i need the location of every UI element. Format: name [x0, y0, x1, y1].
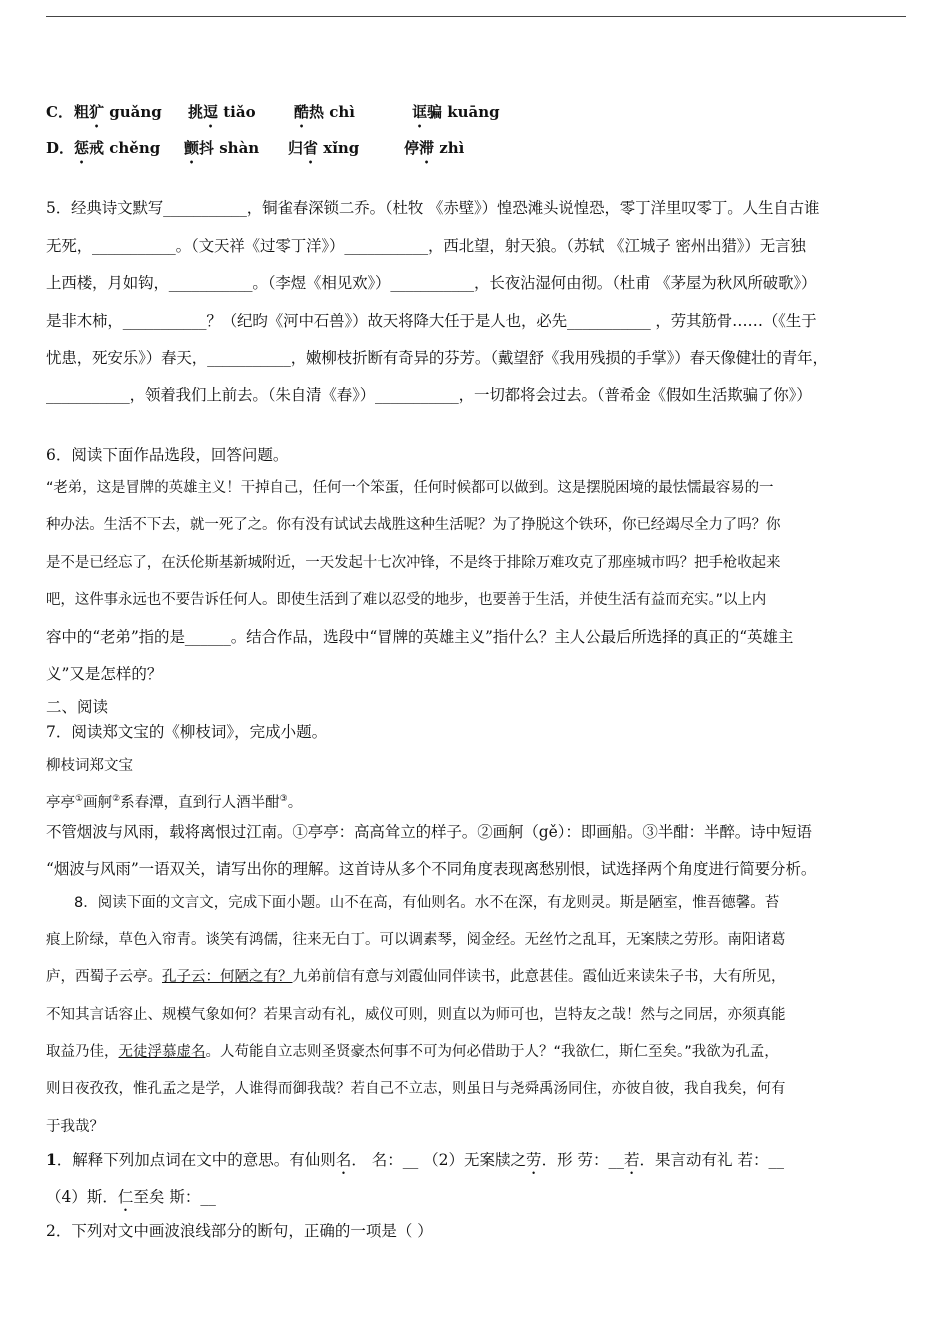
q8-underlined-phrase-1: 孔子云：何陋之有？ [162, 969, 293, 985]
q5-line-2: 无死，___________。（文天祥《过零丁洋》）___________，西北望，射天狼。（苏轼 《江城子 密州出猎》）无言独 [46, 237, 806, 255]
option-c-item-3: 酷热 chì [294, 103, 355, 121]
header-rule [46, 16, 906, 17]
q6-line-3: 是不是已经忘了，在沃伦斯基新城附近，一天发起十七次冲锋，不是终于排除万难攻克了那座城市吗？把手枪收起来 [46, 555, 781, 571]
option-c-item-2: 挑逗 tiǎo [188, 103, 256, 121]
option-d-label: D． [46, 139, 75, 157]
q7-poem-title: 柳枝词郑文宝 [46, 758, 133, 774]
sub-question-1-line-2: （4）斯．仁至矣 斯：__ [46, 1188, 216, 1206]
option-c-label: C． [46, 103, 73, 121]
option-c-item-1: 粗犷 guǎng [74, 103, 162, 121]
q8-line-1: 8．阅读下面的文言文，完成下面小题。山不在高，有仙则名。水不在深，有龙则灵。斯是陋室，惟吾德馨。苔 [74, 895, 780, 911]
option-d [46, 138, 906, 160]
q7-title: 7．阅读郑文宝的《柳枝词》，完成小题。 [46, 723, 328, 741]
q5-line-5: 忧患，死安乐》）春天，___________，嫩柳枝折断有奇异的芬芳。（戴望舒《我用残损的手掌》）春天像健壮的青年， [46, 349, 828, 367]
q6-line-1: “老弟，这是冒牌的英雄主义！干掉自己，任何一个笨蛋，任何时候都可以做到。这是摆脱困境的最怯懦最容易的一 [46, 480, 774, 496]
option-d-item-1: 惩戒 chěng [74, 139, 161, 157]
q7-poem-line-1: 亭亭①画舸②系春潭，直到行人酒半酣③。 [46, 794, 303, 811]
section-two-heading: 二、阅读 [46, 698, 109, 716]
q8-line-5: 取益乃佳，无徒浮慕虚名。人苟能自立志则圣贤豪杰何事不可为何必借助于人？“我欲仁，斯仁至矣。”我欲为孔孟， [46, 1044, 779, 1060]
option-c [46, 102, 906, 124]
q6-line-5: 容中的“老弟”指的是______。结合作品，选段中“冒牌的英雄主义”指什么？主人公最后所选择的真正的“英雄主 [46, 628, 794, 646]
q5-line-4: 是非木柿，___________？（纪昀《河中石兽》）故天将降大任于是人也，必先___________ ，劳其筋骨……（《生于 [46, 312, 817, 330]
q5-line-3: 上西楼，月如钩，___________。（李煜《相见欢》）___________，长夜沾湿何由彻。（杜甫 《茅屋为秋风所破歌》） [46, 274, 817, 292]
q6-title: 6．阅读下面作品选段，回答问题。 [46, 446, 289, 464]
q8-line-6: 则日夜孜孜，惟孔孟之是学，人谁得而御我哉？若自己不立志，则虽日与尧舜禹汤同住，亦彼自彼，我自我矣，何有 [46, 1081, 786, 1097]
q8-line-3: 庐，西蜀子云亭。孔子云：何陋之有？九弟前信有意与刘霞仙同伴读书，此意甚佳。霞仙近来读朱子书，大有所见， [46, 969, 786, 985]
option-d-item-2: 颤抖 shàn [184, 139, 260, 157]
option-d-item-4: 停滞 zhì [404, 139, 465, 157]
q8-underlined-phrase-2: 无徒浮慕虚名 [118, 1044, 206, 1060]
q6-line-2: 种办法。生活不下去，就一死了之。你有没有试试去战胜这种生活呢？为了挣脱这个铁环，你已经竭尽全力了吗？你 [46, 517, 781, 533]
option-d-item-3: 归省 xǐng [288, 139, 360, 157]
q7-line-4: “烟波与风雨”一语双关，请写出你的理解。这首诗从多个不同角度表现离愁别恨，试选择两个角度进行简要分析。 [46, 860, 817, 878]
option-c-item-4: 诓骗 kuāng [412, 103, 500, 121]
q8-line-7: 于我哉？ [46, 1119, 104, 1135]
sub-question-1: 1．解释下列加点词在文中的意思。有仙则名． 名：__ （2）无案牍之劳．形 劳：__若．果言动有礼 若：__ [46, 1150, 784, 1169]
q6-line-4: 吧，这件事永远也不要告诉任何人。即使生活到了难以忍受的地步，也要善于生活，并使生活有益而充实。”以上内 [46, 592, 767, 608]
q5-line-6: ___________，领着我们上前去。（朱自清《春》）___________，一切都将会过去。（普希金《假如生活欺骗了你》） [46, 386, 812, 404]
q8-line-4: 不知其言话容止、规模气象如何？若果言动有礼，威仪可则，则直以为师可也，岂特友之哉！然与之同居，亦须真能 [46, 1007, 786, 1023]
sub-question-2: 2．下列对文中画波浪线部分的断句，正确的一项是（ ） [46, 1222, 433, 1240]
q6-line-6: 义”又是怎样的？ [46, 665, 163, 683]
q8-line-2: 痕上阶绿，草色入帘青。谈笑有鸿儒，往来无白丁。可以调素琴，阅金经。无丝竹之乱耳，无案牍之劳形。南阳诸葛 [46, 932, 786, 948]
q7-line-3: 不管烟波与风雨，载将离恨过江南。①亭亭：高高耸立的样子。②画舸（gě）：即画船。③半酣：半醉。诗中短语 [46, 823, 812, 841]
q5-line-1: 5．经典诗文默写___________，铜雀春深锁二乔。（杜牧 《赤壁》）惶恐滩头说惶恐，零丁洋里叹零丁。人生自古谁 [46, 199, 820, 217]
